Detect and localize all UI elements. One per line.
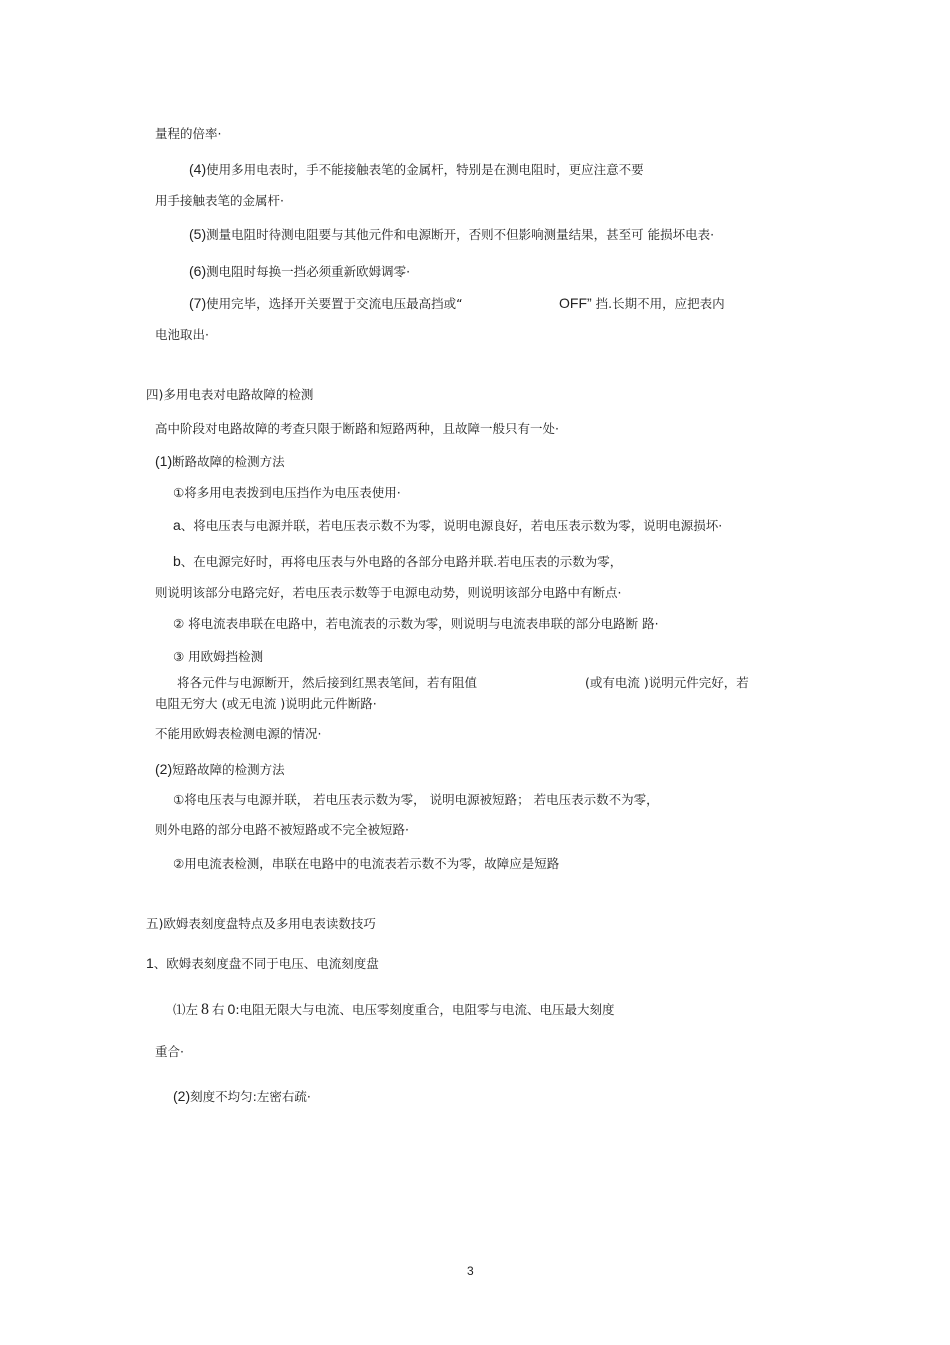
text-span: 不能用欧姆表检测电源的情况· [155,726,322,741]
item-number: (1) [155,453,173,469]
text-span: ②用电流表检测，串联在电路中的电流表若示数不为零，故障应是短路 [173,856,560,871]
text-span: 电池取出· [155,327,209,342]
text-span: 、将电压表与电源并联，若电压表示数不为零，说明电源良好，若电压表示数为零，说明电源损坏· [180,518,723,533]
text-span: ② 将电流表串联在电路中，若电流表的示数为零，则说明与电流表串联的部分电路断 路· [173,616,659,631]
text-span: 四)多用电表对电路故障的检测 [146,387,314,402]
text-line [173,485,401,501]
sub-heading-2 [155,761,285,778]
item-number: (7) [189,295,207,311]
text-span: 量程的倍率· [155,126,222,141]
text-span: 右 [212,1002,225,1017]
text-span: 刻度不均匀:左密右疏· [190,1089,311,1104]
sub-heading-1 [155,453,285,470]
off-label: OFF” [559,295,592,311]
list-item-5 [189,226,714,243]
text-span: 将各元件与电源断开，然后接到红黑表笔间，若有阻值 [177,675,478,690]
text-line [173,649,263,665]
text-span: ①将电压表与电源并联， 若电压表示数为零， 说明电源被短路； 若电压表示数不为零， [173,792,659,807]
item-number: (5) [189,226,207,242]
text-span: ⑴左 [173,1002,199,1017]
text-line [173,1088,311,1105]
text-span: 重合· [155,1044,184,1059]
text-span: ③ 用欧姆挡检测 [173,649,264,664]
text-line [177,675,477,691]
text-line [173,1001,615,1018]
item-number: (2) [173,1088,191,1104]
text-line [155,585,621,601]
text-line [155,126,221,142]
text-span: 电阻无穷大 (或无电流 )说明此元件断路· [155,696,377,711]
item-letter: a [173,517,181,533]
text-span: 五)欧姆表刻度盘特点及多用电表读数技巧 [146,916,376,931]
text-line [173,517,722,534]
text-line [155,822,409,838]
text-span: 则外电路的部分电路不被短路或不完全被短路· [155,822,409,837]
text-span: 使用多用电表时，手不能接触表笔的金属杆，特别是在测电阻时，更应注意不要 [206,162,644,177]
section-heading-4 [146,387,313,403]
text-line [155,1044,184,1060]
text-line [155,327,209,343]
text-span: 、在电源完好时，再将电压表与外电路的各部分电路并联.若电压表的示数为零， [180,554,623,569]
text-span: 用手接触表笔的金属杆· [155,193,284,208]
text-span: 高中阶段对电路故障的考查只限于断路和短路两种，且故障一般只有一处· [155,421,559,436]
text-line [585,675,749,691]
text-line [146,955,379,972]
text-line [173,553,622,570]
text-span: ①将多用电表拨到电压挡作为电压表使用· [173,485,401,500]
text-line [173,616,659,632]
zero-symbol: 0 [227,1001,236,1017]
list-item-7 [189,295,463,312]
text-span: 则说明该部分电路完好，若电压表示数等于电源电动势，则说明该部分电路中有断点· [155,585,622,600]
item-letter: b [173,553,181,569]
text-line [155,726,321,742]
text-span: (或有电流 )说明元件完好，若 [585,675,749,690]
infinity-symbol: 8 [201,1001,210,1018]
text-line [173,856,559,872]
text-span: 使用完毕，选择开关要置于交流电压最高挡或“ [206,296,463,311]
item-number: (4) [189,161,207,177]
item-number: (2) [155,761,173,777]
list-item-4 [189,161,644,178]
text-line [155,696,377,712]
item-number: 1 [146,955,154,971]
text-span: 挡.长期不用，应把表内 [595,296,725,311]
section-heading-5 [146,916,376,932]
text-span: :电阻无限大与电流、电压零刻度重合，电阻零与电流、电压最大刻度 [235,1002,615,1017]
text-span: 断路故障的检测方法 [172,454,285,469]
text-line [173,792,659,808]
page-number: 3 [467,1264,474,1278]
text-span: 短路故障的检测方法 [172,762,285,777]
text-line [155,193,284,209]
text-span: 测电阻时每换一挡必须重新欧姆调零· [206,264,411,279]
text-span: 、欧姆表刻度盘不同于电压、电流刻度盘 [153,956,379,971]
text-line [155,421,559,437]
text-line [559,295,725,312]
text-span: 测量电阻时待测电阻要与其他元件和电源断开，否则不但影响测量结果，甚至可 能损坏电表· [206,227,715,242]
item-number: (6) [189,263,207,279]
list-item-6 [189,263,410,280]
